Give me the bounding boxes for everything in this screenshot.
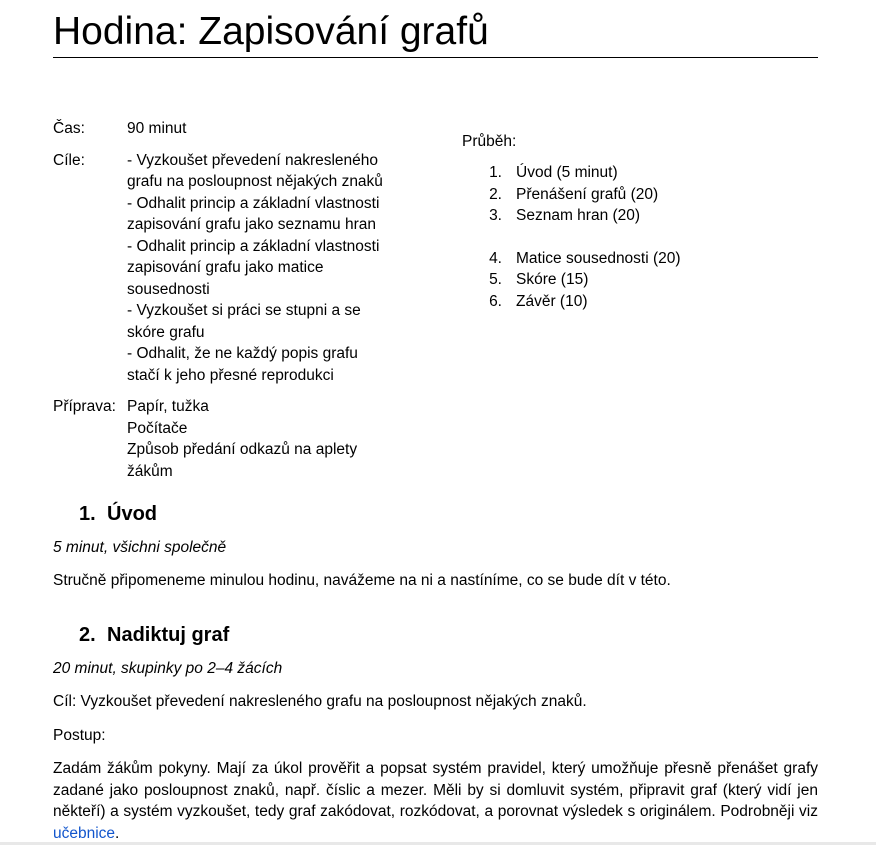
- section-goal: Cíl: Vyzkoušet převedení nakresleného grafu na posloupnost nějakých znaků.: [53, 693, 587, 710]
- plan-item-number: 6.: [489, 292, 502, 310]
- goals-line: - Odhalit, že ne každý popis grafu: [127, 345, 358, 362]
- section-text: Stručně připomeneme minulou hodinu, navážeme na ni a nastíníme, co se bude dít v této.: [53, 572, 671, 589]
- lesson-meta: [53, 118, 413, 492]
- plan-item: [462, 162, 681, 184]
- title-divider: [53, 57, 818, 58]
- goals-line: stačí k jeho přesné reprodukci: [127, 366, 334, 384]
- goals-line: - Odhalit princip a základní vlastnosti: [127, 194, 380, 212]
- plan-item: [462, 205, 681, 227]
- meta-time: [53, 118, 413, 140]
- plan-item-label: Matice sousednosti (20): [516, 249, 681, 267]
- prep-line: Počítače: [127, 419, 188, 437]
- plan-item-label: Přenášení grafů (20): [516, 185, 659, 203]
- plan-item: [462, 269, 681, 291]
- procedure-end: .: [115, 824, 120, 842]
- section-meta: 20 minut, skupinky po 2–4 žácích: [53, 660, 283, 677]
- section-intro: [53, 501, 818, 592]
- plan-item-label: Skóre (15): [516, 271, 589, 288]
- section-dictate-graph: [53, 622, 818, 844]
- goals-line: - Vyzkoušet převedení nakresleného: [127, 151, 379, 169]
- prep-line: Papír, tužka: [127, 398, 209, 415]
- lesson-plan: [462, 131, 681, 312]
- plan-item-number: 3.: [489, 207, 502, 224]
- plan-item: [462, 184, 681, 206]
- prep-line: Způsob předání odkazů na aplety: [127, 441, 358, 458]
- time-value: 90 minut: [127, 120, 187, 137]
- textbook-link[interactable]: učebnice: [53, 824, 116, 842]
- plan-item-label: Seznam hran (20): [516, 207, 641, 224]
- procedure-body: Zadám žákům pokyny. Mají za úkol prověřit a popsat systém pravidel, který umožňuje přesně přenášet grafy zadané jako posloupnost znaků, např. číslic a mezer. Měli by si domluvit systém, připravit graf (který vidí jen někteří) a systém vyzkoušet, tedy graf zakódovat, rozkódovat, a porovnat výsledek s originálem. Podrobněji viz: [53, 760, 818, 820]
- time-label: Čas:: [53, 120, 85, 137]
- procedure-label: Postup:: [53, 726, 106, 744]
- goals-line: - Vyzkoušet si práci se stupni a se: [127, 302, 361, 319]
- goals-list: [127, 150, 413, 387]
- page-title: Hodina: Zapisování grafů: [53, 10, 489, 53]
- section-title: Úvod: [107, 503, 157, 525]
- plan-item: [462, 248, 681, 270]
- plan-list: [462, 162, 681, 312]
- goals-line: skóre grafu: [127, 323, 205, 341]
- meta-preparation: [53, 396, 413, 482]
- plan-item: [462, 291, 681, 313]
- goals-line: zapisování grafu jako matice: [127, 259, 324, 276]
- section-meta: 5 minut, všichni společně: [53, 539, 227, 556]
- prep-line: žákům: [127, 462, 173, 480]
- goals-line: sousednosti: [127, 280, 210, 298]
- plan-item-number: 2.: [489, 185, 502, 203]
- section-heading: [53, 501, 818, 527]
- plan-item-number: 1.: [489, 164, 502, 181]
- goals-line: grafu na posloupnost nějakých znaků: [127, 173, 383, 190]
- section-number: 2.: [79, 624, 96, 646]
- plan-item-number: 4.: [489, 249, 502, 267]
- plan-item-label: Závěr (10): [516, 292, 588, 310]
- goals-label: Cíle:: [53, 151, 85, 169]
- prep-list: [127, 396, 413, 482]
- plan-item-label: Úvod (5 minut): [516, 164, 618, 181]
- meta-goals: [53, 150, 413, 387]
- section-number: 1.: [79, 503, 96, 525]
- plan-heading: Průběh:: [462, 133, 517, 150]
- section-heading: [53, 622, 818, 648]
- goals-line: - Odhalit princip a základní vlastnosti: [127, 237, 380, 255]
- procedure-text: [53, 758, 818, 844]
- section-title: Nadiktuj graf: [107, 624, 230, 646]
- prep-label: Příprava:: [53, 398, 116, 415]
- goals-line: zapisování grafu jako seznamu hran: [127, 216, 377, 233]
- plan-item-number: 5.: [489, 271, 502, 288]
